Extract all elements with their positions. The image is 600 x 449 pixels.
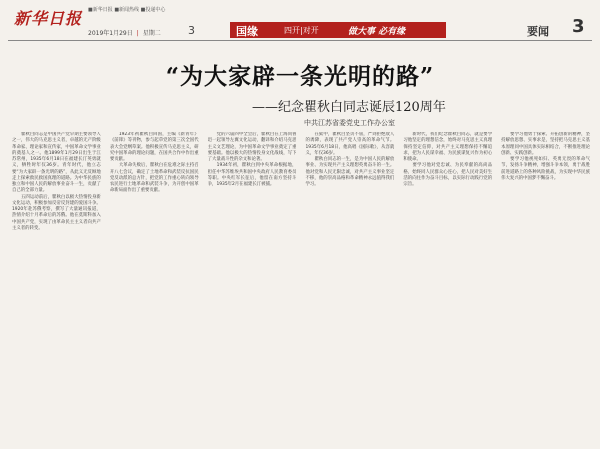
- newspaper-logo: 新华日报: [14, 9, 83, 28]
- issue-weekday: 星期二: [142, 30, 161, 37]
- article-column: [110, 132, 199, 447]
- header-meta: ■新华日报 ■新闻热线 ■投递中心: [88, 7, 166, 13]
- newspaper-header: [0, 0, 600, 40]
- banner-subtext: 四开|对开: [284, 26, 319, 35]
- article-column: [12, 132, 101, 447]
- article-body: [12, 132, 590, 447]
- paragraph: 在狱中，瞿秋白坚贞不屈，严词拒绝敌人的诱降，表现了共产党人崇高的革命气节。1935年6月18日，他高唱《国际歌》，从容就义，年仅36岁。: [305, 132, 395, 156]
- section-name: 要闻: [527, 25, 549, 38]
- paragraph: 1923年初瞿秋白回国，主编《新青年》《前锋》等刊物，参与起草党的第三次全国代表大会党纲草案。他积极宣传马克思主义，研究中国革命的理论问题，在国共合作中作出重要贡献。: [109, 132, 199, 162]
- paragraph: 党的六届四中全会后，瞿秋白在上海同鲁迅一起领导左翼文化运动，翻译和介绍马克思主义文艺理论，为中国革命文学事业奠定了重要基础。他以极大的热情投身文化战线，写下了大量战斗性的杂文和论著。: [207, 132, 297, 162]
- header-divider: [8, 40, 592, 41]
- article-byline: 中共江苏省委党史工作办公室: [304, 119, 395, 127]
- article-subtitle: ——纪念瞿秋白同志诞辰120周年: [252, 100, 446, 115]
- paragraph: 瞿秋白同志是中国共产党早期主要领导人之一，伟大的马克思主义者，卓越的无产阶级革命家、理论家和宣传家，中国革命文学事业的奠基人之一。他1899年1月29日出生于江苏常州，1935年6月18日在福建长汀英勇就义，牺牲时年仅36岁。青年时代，他立志要“为大家辟一条光明的路”，从此义无反顾地走上探索救民救国真理的道路。为中华民族的独立和中国人民的解放事业奋斗一生，贡献了自己的全部力量。: [12, 132, 101, 194]
- paragraph: 要学习他视死如归、英勇无畏的革命气节，发扬斗争精神，增强斗争本领，勇于战胜前进道路上的各种风险挑战，为实现中华民族伟大复兴的中国梦不懈奋斗。: [501, 157, 590, 181]
- section-number: 3: [572, 16, 585, 37]
- banner-brand: 国缘: [236, 25, 258, 38]
- paragraph: 新时代，我们纪念瞿秋白同志，就是要学习他坚定的理想信念，始终对马克思主义真理保持坚定信仰，对共产主义理想保持不懈追求，把为人民谋幸福、为民族谋复兴作为初心和使命。: [403, 132, 493, 162]
- paragraph: 要学习他对党忠诚、为民奉献的高尚品格，始终同人民群众心连心，把人民对美好生活的向往作为奋斗目标，以实际行动践行党的宗旨。: [403, 163, 493, 187]
- page-number: 3: [188, 24, 195, 37]
- paragraph: 1934年初，瞿秋白到中央革命根据地，担任中华苏维埃共和国中央政府人民教育委员等职。中央红军长征后，他留在南方坚持斗争，1935年2月在福建长汀被捕。: [207, 163, 297, 187]
- issue-date-line: 2019年1月29日 | 星期二: [88, 30, 161, 37]
- paragraph: 瞿秋白同志的一生，是为中国人民的解放事业、为实现共产主义理想英勇奋斗的一生。他对党和人民无限忠诚，对共产主义事业坚定不移，他的崇高品格和革命精神永远值得我们学习。: [305, 157, 395, 187]
- paragraph: 五四运动前后，瞿秋白以极大热情投身新文化运动，积极参加反帝反封建的爱国斗争。1920年赴苏俄考察，撰写了大量通讯报道，热情介绍十月革命后的苏俄。他在莫斯科加入中国共产党，实现了由革命民主主义者向共产主义者的转变。: [12, 194, 101, 231]
- article-column: [305, 132, 394, 447]
- article-title: “为大家辟一条光明的路”: [165, 63, 435, 90]
- advertisement-banner[interactable]: [230, 22, 446, 38]
- banner-slogan: 做大事 必有缘: [348, 27, 406, 37]
- article-column: [403, 132, 492, 447]
- paragraph: 要学习他勇于探索、开拓创新的精神，坚持解放思想、实事求是，坚持把马克思主义基本原理同中国具体实际相结合，不断推进理论创新、实践创新。: [501, 132, 590, 156]
- article-column: [208, 132, 297, 447]
- issue-date: 2019年1月29日: [88, 30, 133, 37]
- article-column: [501, 132, 590, 447]
- paragraph: 大革命失败后，瞿秋白在危难之际主持召开八七会议，确定了土地革命和武装反抗国民党反动派的总方针，把党的工作重心转向领导农民进行土地革命和武装斗争，为开创中国革命新局面作出了重要贡献。: [109, 163, 199, 194]
